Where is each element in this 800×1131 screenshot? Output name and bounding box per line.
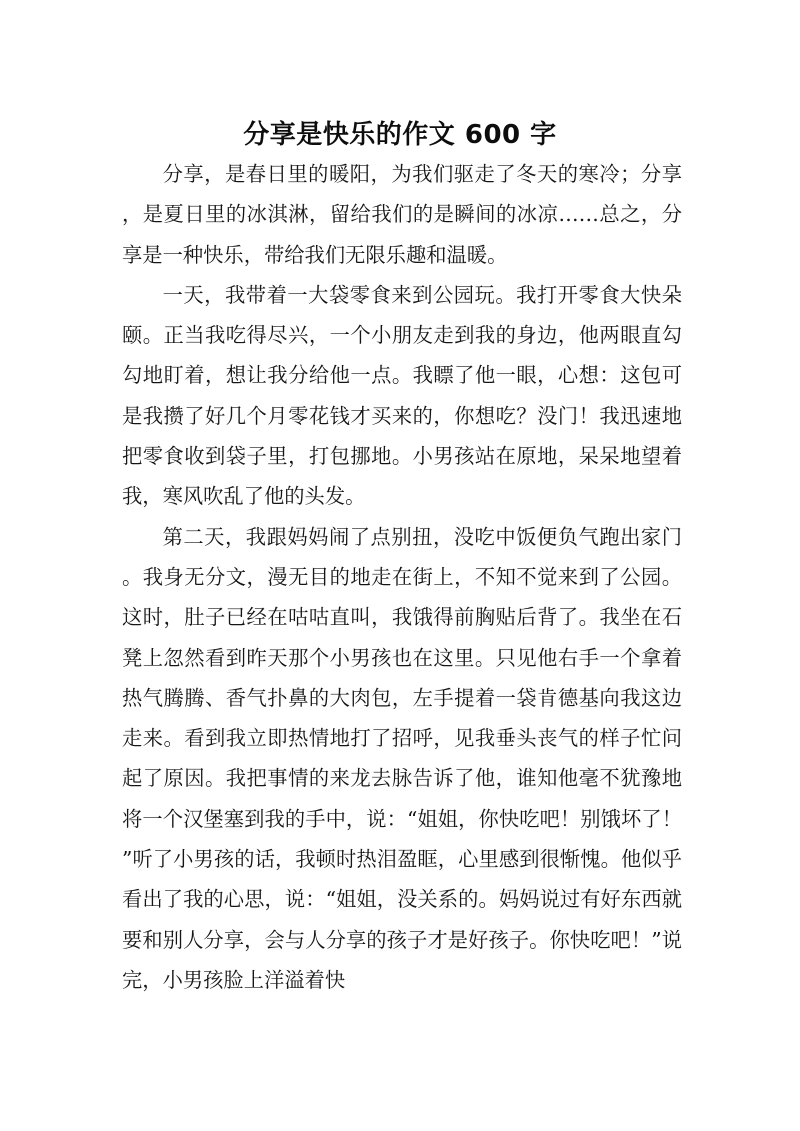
- paragraph-3: 第二天，我跟妈妈闹了点别扭，没吃中饭便负气跑出家门。我身无分文，漫无目的地走在街上，不知不觉来到了公园。这时，肚子已经在咕咕直叫，我饿得前胸贴后背了。我坐在石凳上忽然看到昨天那个小男孩也在这里。只见他右手一个拿着热气腾腾、香气扑鼻的大肉包，左手提着一袋肯德基向我这边走来。看到我立即热情地打了招呼，见我垂头丧气的样子忙问起了原因。我把事情的来龙去脉告诉了他，谁知他毫不犹豫地将一个汉堡塞到我的手中，说：“姐姐，你快吃吧！别饿坏了！”听了小男孩的话，我顿时热泪盈眶，心里感到很惭愧。他似乎看出了我的心思，说：“姐姐，没关系的。妈妈说过有好东西就要和别人分享，会与人分享的孩子才是好孩子。你快吃吧！”说完，小男孩脸上洋溢着快: [122, 524, 682, 992]
- paragraph-1: 分享，是春日里的暖阳，为我们驱走了冬天的寒冷；分享，是夏日里的冰淇淋，留给我们的是瞬间的冰凉……总之，分享是一种快乐，带给我们无限乐趣和温暖。: [122, 162, 682, 267]
- document-body: [122, 154, 682, 1000]
- document-title: 分享是快乐的作文 600 字: [243, 120, 557, 151]
- paragraph-2: 一天，我带着一大袋零食来到公园玩。我打开零食大快朵颐。正当我吃得尽兴，一个小朋友走到我的身边，他两眼直勾勾地盯着，想让我分给他一点。我瞟了他一眼，心想：这包可是我攒了好几个月零花钱才买来的，你想吃？没门！我迅速地把零食收到袋子里，打包挪地。小男孩站在原地，呆呆地望着我，寒风吹乱了他的头发。: [122, 282, 682, 509]
